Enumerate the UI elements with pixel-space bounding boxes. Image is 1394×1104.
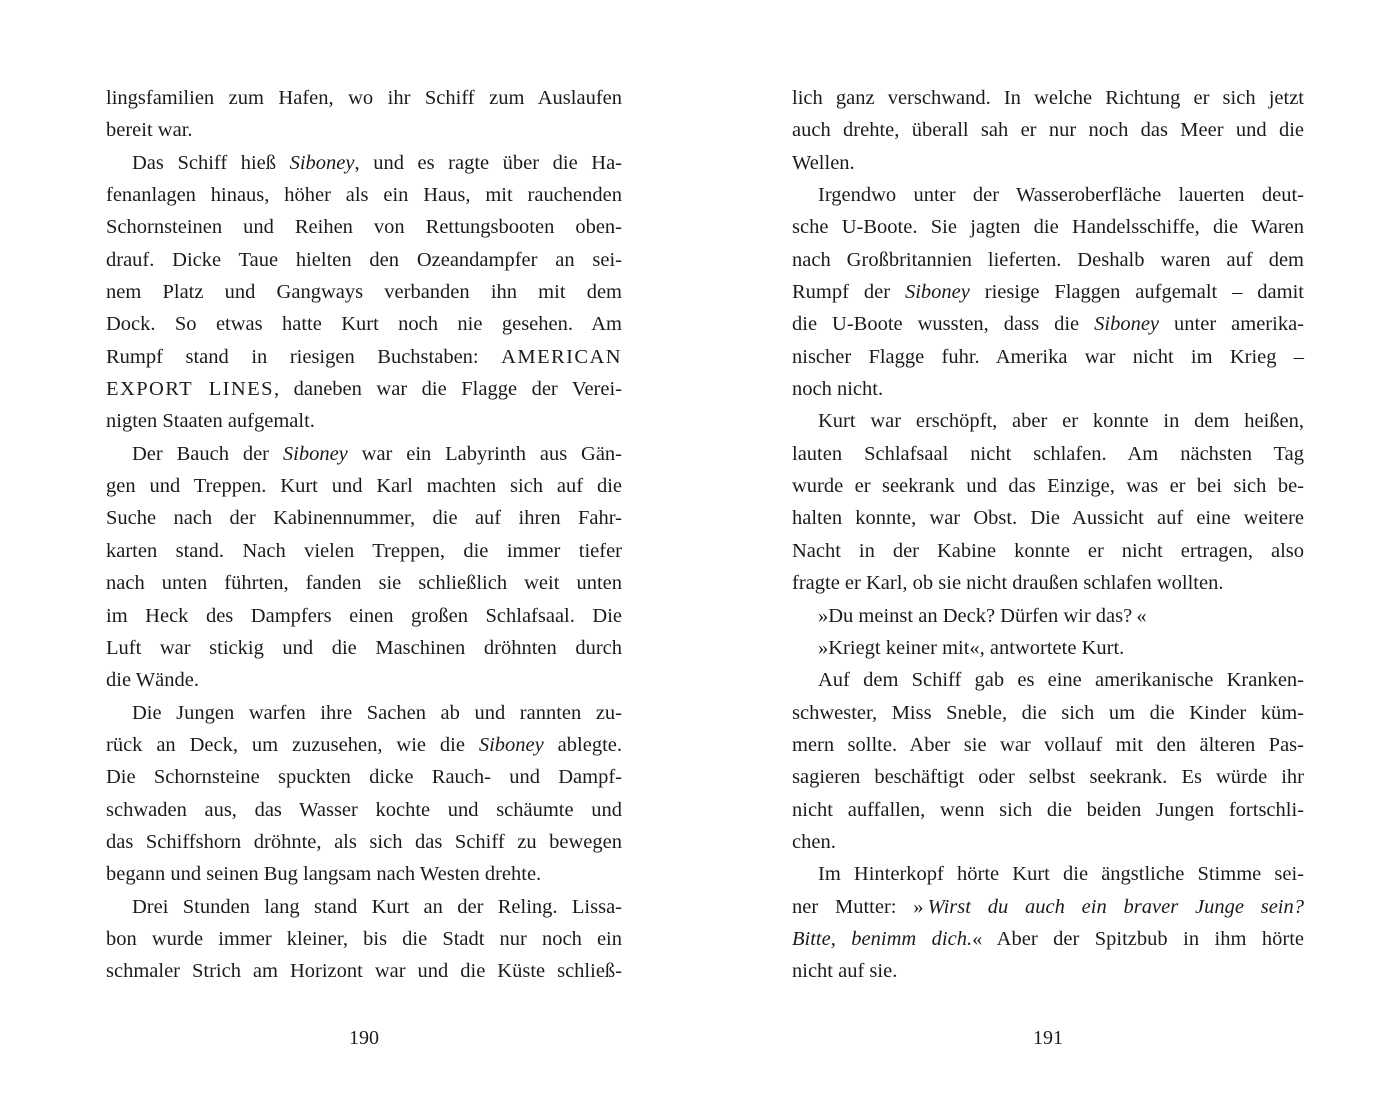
body-text: drauf. Dicke Taue hielten den Ozeandampfer an sei- [106,248,622,271]
body-text: chen. [792,830,836,853]
text-line [792,179,1304,211]
body-text: bon wurde immer kleiner, bis die Stadt nur noch ein [106,927,622,950]
body-text: ner Mutter: » [792,895,928,918]
text-line [106,211,622,243]
body-text: fenanlagen hinaus, höher als ein Haus, mit rauchenden [106,184,622,207]
body-text: noch nicht. [792,378,884,401]
body-text: riesige Flaggen aufgemalt – damit [969,281,1304,304]
body-text: »Du meinst an Deck? Dürfen wir das? « [818,604,1147,627]
text-line [792,147,1304,179]
body-text: lingsfamilien zum Hafen, wo ihr Schiff zum Auslaufen [106,87,622,109]
text-line [106,632,622,664]
text-line [106,794,622,826]
text-line [792,405,1304,437]
text-line [106,567,622,599]
text-line [106,114,622,146]
text-line [106,276,622,308]
text-line [106,244,622,276]
body-text: nem Platz und Gangways verbanden ihn mit dem [106,281,622,304]
body-text: bereit war. [106,119,193,142]
body-text: Kurt war erschöpft, aber er konnte in dem heißen, [818,410,1304,433]
text-line [106,697,622,729]
body-text: fragte er Karl, ob sie nicht draußen schlafen wollten. [792,572,1224,595]
text-line [792,244,1304,276]
text-line [792,794,1304,826]
text-line [106,858,622,890]
text-line [106,535,622,567]
body-text: mern sollte. Aber sie war vollauf mit den älteren Pas- [792,733,1304,756]
body-text: wurde er seekrank und das Einzige, was er bei sich be- [792,475,1304,498]
text-line [792,600,1304,632]
page-number-left: 190 [349,1027,379,1049]
text-line [792,341,1304,373]
italic-text: Siboney [282,442,348,465]
text-line [792,858,1304,890]
body-text: Der Bauch der [132,442,283,465]
body-text: sche U-Boote. Sie jagten die Handelsschiffe, die Waren [792,216,1304,239]
text-line [792,664,1304,696]
text-line [106,179,622,211]
page-number-right: 191 [1033,1027,1063,1049]
text-line [106,664,622,696]
text-line [792,82,1304,114]
body-text: halten konnte, war Obst. Die Aussicht auf eine weitere [792,507,1304,530]
text-line [792,891,1304,923]
text-line [792,923,1304,955]
body-text: lauten Schlafsaal nicht schlafen. Am nächsten Tag [792,442,1304,465]
body-text: Im Hinterkopf hörte Kurt die ängstliche Stimme sei- [818,863,1304,886]
body-text: begann und seinen Bug langsam nach Westen drehte. [106,863,542,886]
body-text: ablegte. [543,733,622,756]
text-line [792,697,1304,729]
body-text: gen und Treppen. Kurt und Karl machten sich auf die [106,475,622,498]
text-line [106,826,622,858]
text-line [792,470,1304,502]
text-line [106,438,622,470]
text-line [792,955,1304,987]
body-text: rück an Deck, um zuzusehen, wie die [106,733,479,756]
body-text: « Aber der Spitzbub in ihm hörte [972,927,1305,950]
body-text: schwester, Miss Sneble, die sich um die Kinder küm- [792,701,1304,724]
text-line [792,211,1304,243]
text-line [792,502,1304,534]
body-text: Nacht in der Kabine konnte er nicht ertragen, also [792,539,1304,562]
body-text: nicht auf sie. [792,960,898,983]
text-line [792,438,1304,470]
body-text: Auf dem Schiff gab es eine amerikanische Kranken- [818,669,1304,692]
body-text: Rumpf der [792,281,905,304]
body-text: die Wände. [106,669,199,692]
text-line [106,373,622,405]
body-text: Suche nach der Kabinennummer, die auf ihren Fahr- [106,507,622,530]
body-text: Luft war stickig und die Maschinen dröhnten durch [106,636,622,659]
body-text: unter amerika- [1159,313,1304,336]
text-line [106,761,622,793]
page-190-textblock [106,82,622,988]
text-line [106,729,622,761]
body-text: Das Schiff hieß [132,151,290,174]
page-190 [106,0,622,1104]
body-text: Drei Stunden lang stand Kurt an der Reling. Lissa- [132,895,622,918]
body-text: Wellen. [792,151,855,174]
text-line [792,276,1304,308]
body-text: das Schiffshorn dröhnte, als sich das Schiff zu bewegen [106,830,622,853]
body-text: nicht auffallen, wenn sich die beiden Jungen fortschli- [792,798,1304,821]
italic-text: Wirst du auch ein braver Junge sein? [927,895,1304,918]
italic-text: Siboney [1094,313,1160,336]
body-text: nischer Flagge fuhr. Amerika war nicht im Krieg – [792,345,1304,368]
text-line [792,729,1304,761]
text-line [792,761,1304,793]
body-text: , und es ragte über die Ha- [354,151,622,174]
text-line [106,955,622,987]
body-text: EXPORT LINES [106,378,274,401]
text-line [792,535,1304,567]
body-text: nach unten führten, fanden sie schließlich weit unten [106,572,622,595]
body-text: die U-Boote wussten, dass die [792,313,1095,336]
body-text: Irgendwo unter der Wasseroberfläche lauerten deut- [818,184,1304,207]
text-line [106,470,622,502]
body-text: Schornsteinen und Reihen von Rettungsbooten oben- [106,216,622,239]
text-line [792,632,1304,664]
page-191-textblock [792,82,1304,988]
text-line [792,308,1304,340]
body-text: nach Großbritannien lieferten. Deshalb waren auf dem [792,248,1304,271]
text-line [792,826,1304,858]
body-text: Dock. So etwas hatte Kurt noch nie gesehen. Am [106,313,622,336]
body-text: Die Schornsteine spuckten dicke Rauch- und Dampf- [106,766,622,789]
italic-text: Siboney [904,281,970,304]
body-text: war ein Labyrinth aus Gän- [347,442,623,465]
italic-text: Siboney [478,733,544,756]
text-line [792,114,1304,146]
body-text: schmaler Strich am Horizont war und die Küste schließ- [106,960,622,983]
body-text: lich ganz verschwand. In welche Richtung er sich jetzt [792,87,1304,109]
body-text: auch drehte, überall sah er nur noch das Meer und die [792,119,1304,142]
page-191 [792,0,1304,1104]
body-text: sagieren beschäftigt oder selbst seekrank. Es würde ihr [792,766,1304,789]
text-line [792,373,1304,405]
text-line [106,82,622,114]
body-text: schwaden aus, das Wasser kochte und schäumte und [106,798,622,821]
text-line [106,308,622,340]
body-text: »Kriegt keiner mit«, antwortete Kurt. [818,636,1125,659]
body-text: AMERICAN [501,345,622,368]
italic-text: Bitte, benimm dich. [792,927,973,950]
text-line [106,600,622,632]
text-line [106,923,622,955]
text-line [106,891,622,923]
text-line [106,147,622,179]
body-text: im Heck des Dampfers einen großen Schlafsaal. Die [106,604,622,627]
text-line [106,502,622,534]
body-text: , daneben war die Flagge der Verei- [273,378,622,401]
text-line [792,567,1304,599]
italic-text: Siboney [289,151,355,174]
text-line [106,341,622,373]
body-text: Rumpf stand in riesigen Buchstaben: [106,345,502,368]
body-text: nigten Staaten aufgemalt. [106,410,315,433]
text-line [106,405,622,437]
body-text: karten stand. Nach vielen Treppen, die immer tiefer [106,539,622,562]
body-text: Die Jungen warfen ihre Sachen ab und rannten zu- [132,701,622,724]
